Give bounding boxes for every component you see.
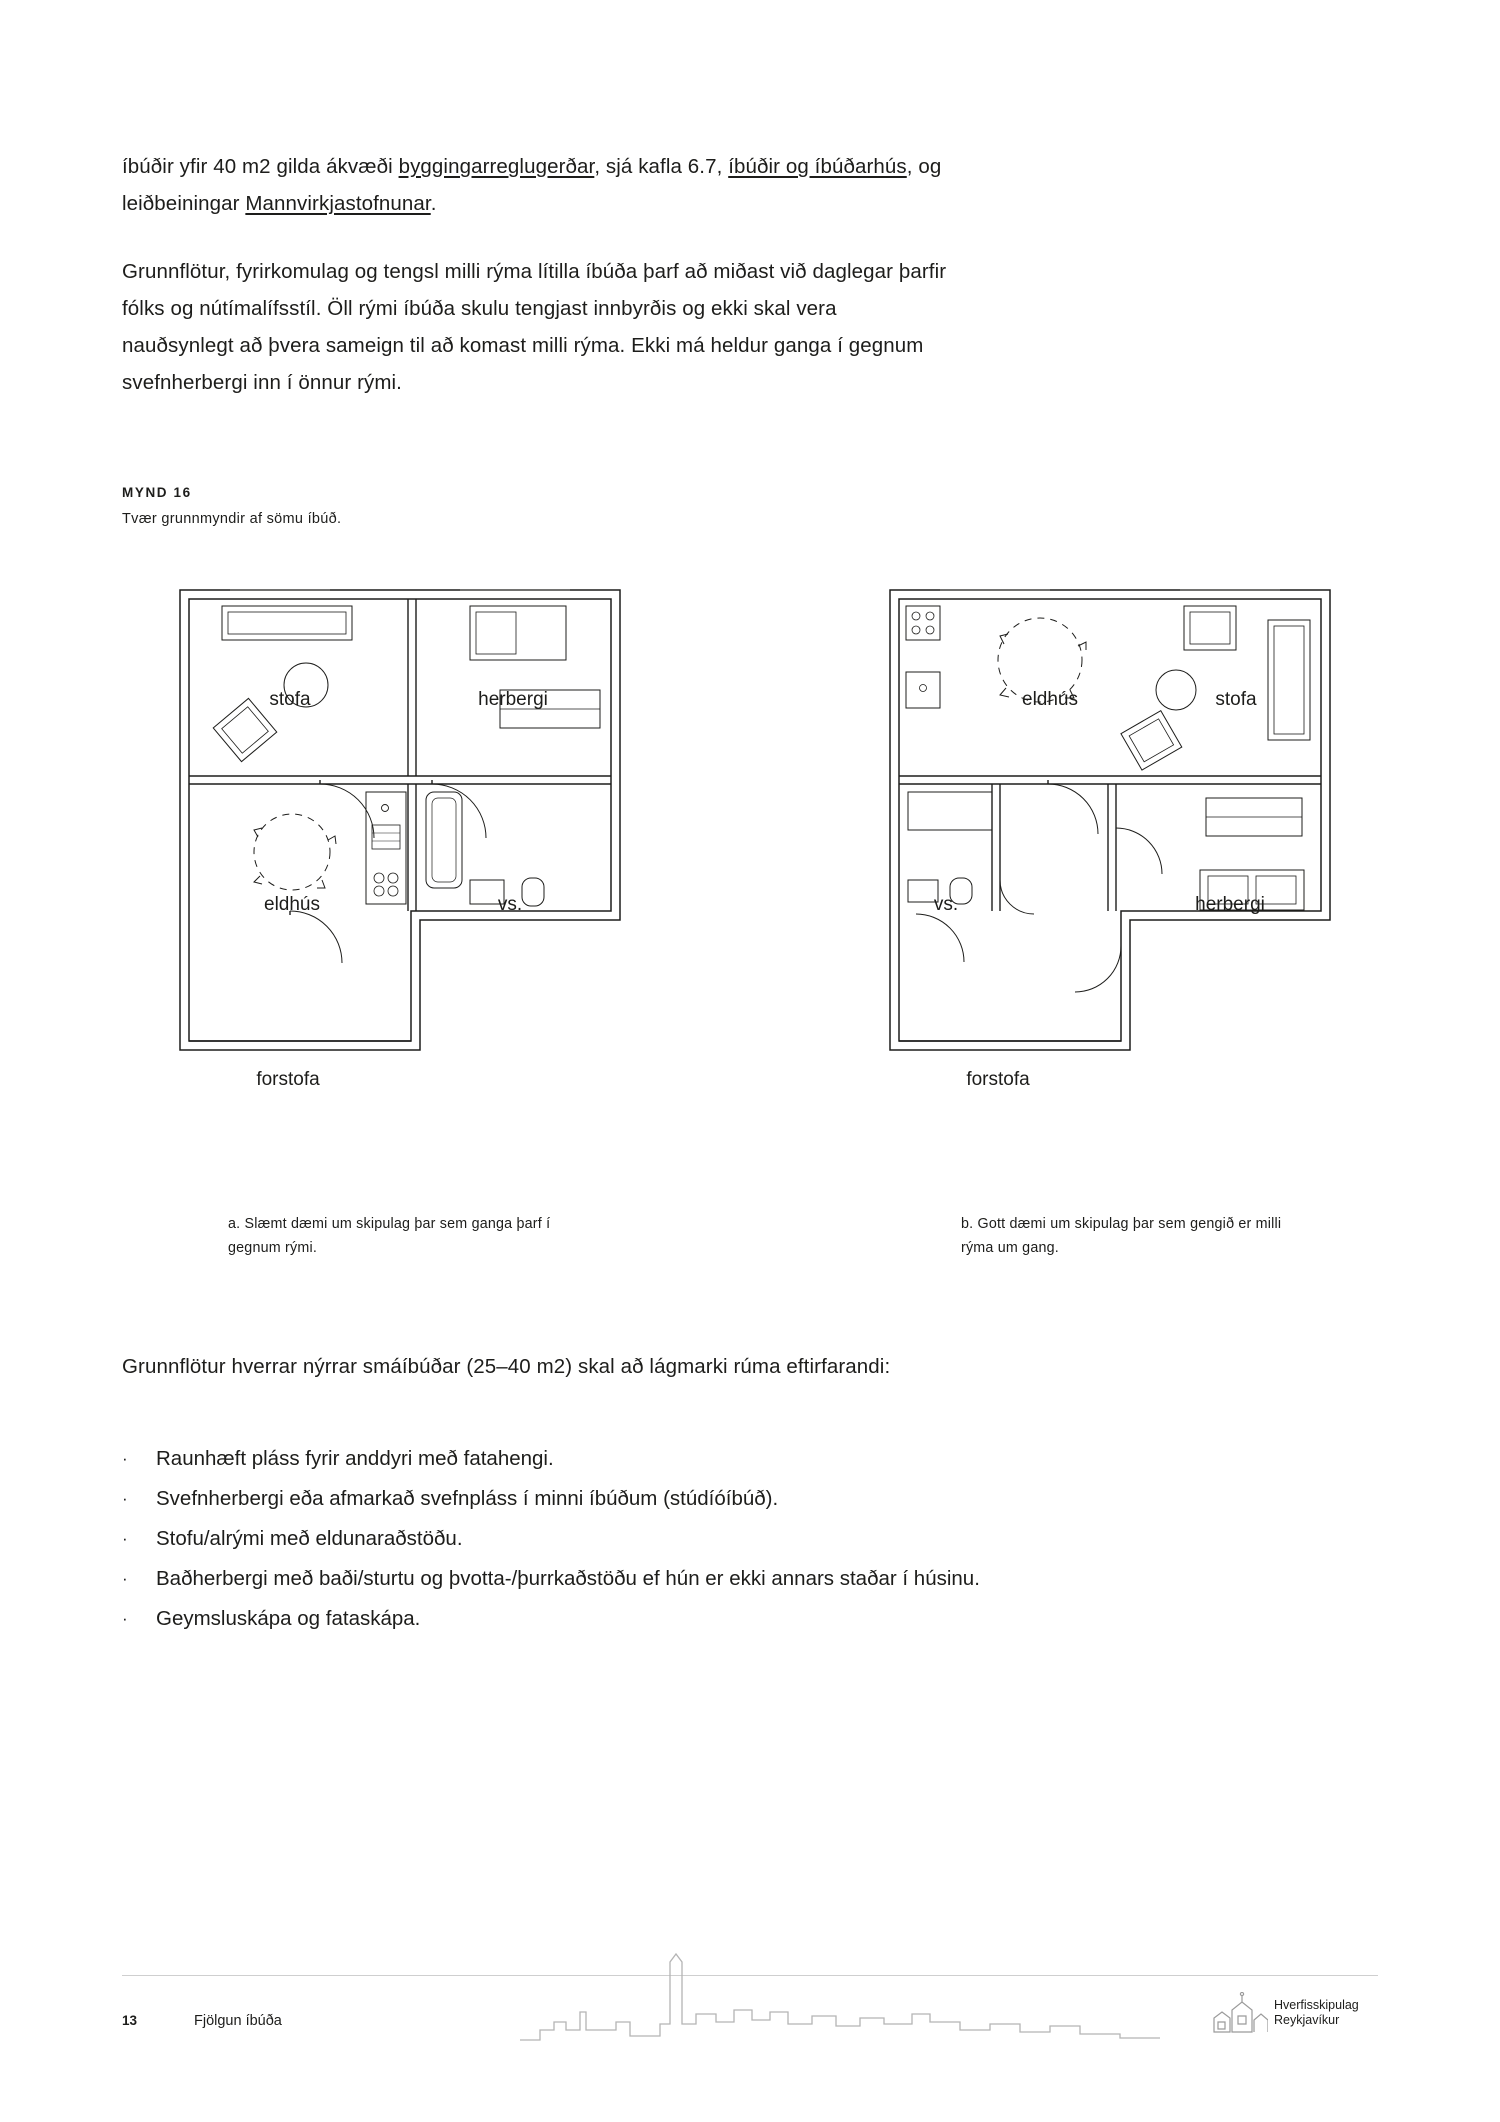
list-item-label: Geymsluskápa og fataskápa.	[156, 1607, 421, 1630]
floor-plan-a	[170, 580, 670, 1180]
list-item-label: Stofu/alrými með eldunaraðstöðu.	[156, 1527, 463, 1550]
bullet-icon: ·	[122, 1529, 128, 1548]
logo-line-2: Reykjavíkur	[1274, 2013, 1340, 2027]
link-mannvirkjastofnunar[interactable]: Mannvirkjastofnunar	[245, 192, 431, 215]
room-label: stofa	[269, 689, 311, 710]
room-label: stofa	[1215, 689, 1257, 710]
text-run: , sjá kafla 6.7,	[594, 155, 729, 178]
link-byggingarreglugerdar[interactable]: byggingarreglugerðar	[398, 155, 595, 178]
bullet-icon: ·	[122, 1609, 128, 1628]
bullet-icon: ·	[122, 1489, 128, 1508]
list-item	[122, 1440, 982, 1477]
skyline-graphic	[520, 1952, 1160, 2042]
paragraph-minimum-requirements: Grunnflötur hverrar nýrrar smáíbúðar (25–40 m2) skal að lágmarki rúma eftirfarandi:	[122, 1355, 891, 1378]
houses-icon	[1212, 1992, 1268, 2036]
list-item	[122, 1520, 982, 1557]
room-label: vs.	[497, 894, 523, 915]
bullet-icon: ·	[122, 1569, 128, 1588]
figure-label: MYND 16	[122, 485, 192, 500]
footer-section-title: Fjölgun íbúða	[194, 2013, 282, 2029]
logo-line-1: Hverfisskipulag	[1274, 1998, 1359, 2012]
organization-logo	[1212, 1992, 1382, 2040]
paragraph-layout-requirements: Grunnflötur, fyrirkomulag og tengsl milli rýma lítilla íbúða þarf að miðast við daglegar þarfir fólks og nútímalífsstíl. Öll rými íbúða skulu tengjast innbyrðis og ekki skal vera nauðsynlegt að þvera sameign til að komast milli rýma. Ekki má heldur ganga í gegnum svefnherbergi inn í önnur rými.	[122, 260, 947, 394]
text-run: íbúðir yfir 40 m2 gilda ákvæði	[122, 155, 399, 178]
text-run: , og leiðbeiningar	[122, 155, 942, 215]
room-label: forstofa	[966, 1069, 1030, 1090]
requirements-list	[122, 1440, 982, 1640]
list-item	[122, 1480, 982, 1517]
room-label: herbergi	[1195, 894, 1265, 915]
bullet-icon: ·	[122, 1449, 128, 1468]
list-item-label: Svefnherbergi eða afmarkað svefnpláss í minni íbúðum (stúdíóíbúð).	[156, 1487, 779, 1510]
text-run: .	[430, 192, 437, 215]
room-label: forstofa	[256, 1069, 320, 1090]
list-item	[122, 1560, 982, 1597]
list-item-label: Raunhæft pláss fyrir anddyri með fatahengi.	[156, 1447, 554, 1470]
floor-plan-b	[880, 580, 1380, 1180]
list-item	[122, 1600, 982, 1637]
room-label: vs.	[933, 894, 959, 915]
figure-caption-a: a. Slæmt dæmi um skipulag þar sem ganga þarf í gegnum rými.	[228, 1216, 551, 1256]
room-label: eldhús	[264, 894, 320, 915]
room-label: herbergi	[478, 689, 548, 710]
list-item-label: Baðherbergi með baði/sturtu og þvotta-/þurrkaðstöðu ef hún er ekki annars staðar í húsinu.	[156, 1567, 980, 1590]
link-ibudir-og-ibudarhus[interactable]: íbúðir og íbúðarhús	[728, 155, 907, 178]
figure-caption-b: b. Gott dæmi um skipulag þar sem gengið er milli rýma um gang.	[961, 1216, 1282, 1256]
figure-subtitle: Tvær grunnmyndir af sömu íbúð.	[122, 511, 342, 527]
paragraph-intro	[122, 148, 962, 222]
page-number: 13	[122, 2013, 138, 2028]
room-label: eldhús	[1022, 689, 1078, 710]
